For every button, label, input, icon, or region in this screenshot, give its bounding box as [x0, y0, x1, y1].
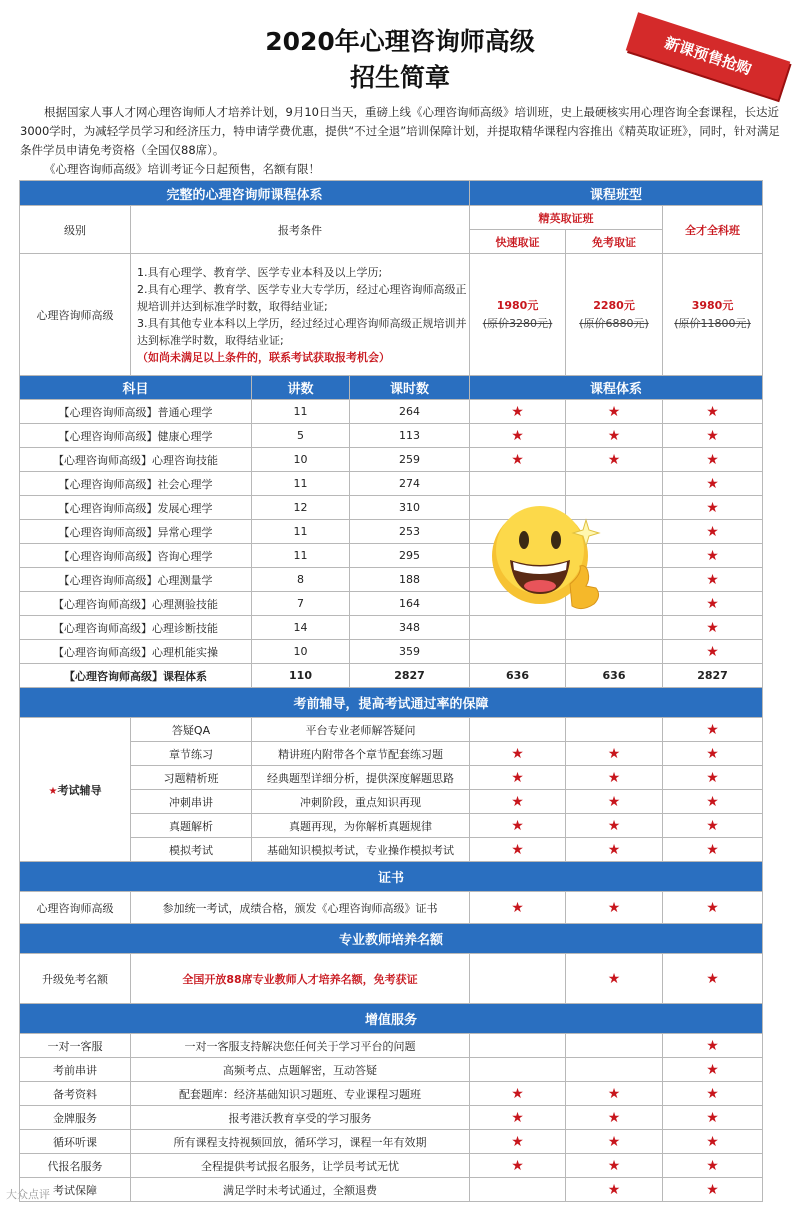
condition-note: （如尚未满足以上条件的，联系考试获取报考机会）: [137, 350, 390, 364]
star-cell: [470, 448, 566, 472]
exam-item: 答疑QA: [131, 718, 252, 742]
exam-label-cell: [20, 718, 131, 862]
exam-label: 考试辅导: [57, 783, 102, 797]
full-class-header: 全才全科班: [663, 206, 763, 254]
fast-class-header: 快速取证: [470, 230, 566, 254]
star-icon: ★: [511, 793, 524, 810]
star-icon: ★: [706, 970, 719, 987]
exam-desc: 真题再现，为你解析真题规律: [252, 814, 470, 838]
course-name: 【心理咨询师高级】发展心理学: [20, 496, 252, 520]
star-icon: ★: [706, 1157, 719, 1174]
lectures-header: 讲数: [252, 376, 350, 400]
star-cell: [470, 790, 566, 814]
star-cell: [566, 790, 663, 814]
star-cell: [566, 1154, 663, 1178]
star-cell: [470, 1106, 566, 1130]
section-header: 专业教师培养名额: [20, 924, 763, 954]
star-icon: ★: [511, 745, 524, 762]
star-cell: [663, 592, 763, 616]
star-cell: [470, 1178, 566, 1202]
star-cell: [663, 766, 763, 790]
star-cell: [663, 790, 763, 814]
star-cell: [566, 814, 663, 838]
exam-desc: 基础知识模拟考试，专业操作模拟考试: [252, 838, 470, 862]
star-cell: [470, 718, 566, 742]
star-cell: [566, 1130, 663, 1154]
total-hours: 2827: [350, 664, 470, 688]
star-icon: ★: [607, 1133, 621, 1150]
star-cell: [663, 892, 763, 924]
star-cell: [663, 742, 763, 766]
course-hours: 295: [350, 544, 470, 568]
exam-desc: 经典题型详细分析，提供深度解题思路: [252, 766, 470, 790]
condition-cell: [131, 254, 470, 376]
star-cell: [663, 544, 763, 568]
star-icon: ★: [706, 571, 719, 588]
star-cell: [566, 1058, 663, 1082]
star-cell: [663, 1034, 763, 1058]
exam-desc: 平台专业老师解答疑问: [252, 718, 470, 742]
star-icon: ★: [511, 1133, 524, 1150]
course-name: 【心理咨询师高级】心理机能实操: [20, 640, 252, 664]
star-cell: [566, 448, 663, 472]
star-icon: ★: [511, 403, 524, 420]
course-name: 【心理咨询师高级】异常心理学: [20, 520, 252, 544]
star-icon: ★: [706, 745, 719, 762]
service-name: 考试保障: [20, 1178, 131, 1202]
course-name: 【心理咨询师高级】心理测验技能: [20, 592, 252, 616]
service-name: 代报名服务: [20, 1154, 131, 1178]
star-icon: ★: [511, 1085, 524, 1102]
star-icon: ★: [706, 475, 719, 492]
service-desc: 一对一客服支持解决您任何关于学习平台的问题: [131, 1034, 470, 1058]
star-icon: ★: [706, 817, 719, 834]
original-price: (原价6880元): [579, 316, 649, 330]
star-icon: ★: [607, 793, 621, 810]
star-cell: [663, 954, 763, 1004]
star-icon: ★: [607, 899, 621, 916]
star-cell: [470, 1058, 566, 1082]
star-cell: [663, 1058, 763, 1082]
exam-desc: 精讲班内附带各个章节配套练习题: [252, 742, 470, 766]
star-icon: ★: [706, 899, 719, 916]
original-price: (原价11800元): [674, 316, 751, 330]
free-class-header: 免考取证: [566, 230, 663, 254]
star-icon: ★: [706, 841, 719, 858]
course-lectures: 8: [252, 568, 350, 592]
service-name: 循环听课: [20, 1130, 131, 1154]
star-cell: [470, 616, 566, 640]
course-table: [19, 180, 763, 1202]
star-cell: [470, 1034, 566, 1058]
course-lectures: 10: [252, 448, 350, 472]
course-lectures: 14: [252, 616, 350, 640]
subject-header: 科目: [20, 376, 252, 400]
star-cell: [566, 892, 663, 924]
price: 1980元: [496, 298, 539, 312]
service-name: 一对一客服: [20, 1034, 131, 1058]
exam-item: 章节练习: [131, 742, 252, 766]
elite-class-header: 精英取证班: [470, 206, 663, 230]
star-icon: ★: [706, 547, 719, 564]
star-cell: [566, 718, 663, 742]
star-icon: ★: [706, 793, 719, 810]
star-cell: [663, 520, 763, 544]
star-cell: [566, 1082, 663, 1106]
price-cell: [566, 254, 663, 376]
original-price: (原价3280元): [482, 316, 553, 330]
watermark: 大众点评: [6, 1188, 50, 1201]
star-cell: [470, 814, 566, 838]
star-cell: [566, 766, 663, 790]
star-icon: ★: [607, 1109, 621, 1126]
level-cell: 心理咨询师高级: [20, 254, 131, 376]
intro-text: [20, 103, 780, 179]
star-cell: [470, 1130, 566, 1154]
star-cell: [470, 400, 566, 424]
service-desc: 全程提供考试报名服务，让学员考试无忧: [131, 1154, 470, 1178]
star-icon: ★: [607, 841, 621, 858]
course-lectures: 12: [252, 496, 350, 520]
course-hours: 359: [350, 640, 470, 664]
star-icon: ★: [607, 817, 621, 834]
star-cell: [566, 424, 663, 448]
star-icon: ★: [48, 785, 58, 797]
star-cell: [470, 892, 566, 924]
total-full: 2827: [663, 664, 763, 688]
course-name: 【心理咨询师高级】心理诊断技能: [20, 616, 252, 640]
level-header: 级别: [20, 206, 131, 254]
course-hours: 348: [350, 616, 470, 640]
exam-item: 真题解析: [131, 814, 252, 838]
star-icon: ★: [607, 1157, 621, 1174]
star-icon: ★: [511, 427, 524, 444]
star-cell: [566, 400, 663, 424]
star-cell: [470, 742, 566, 766]
service-desc: 高频考点、点题解密，互动答疑: [131, 1058, 470, 1082]
exam-item: 习题精析班: [131, 766, 252, 790]
service-name: 金牌服务: [20, 1106, 131, 1130]
course-name: 【心理咨询师高级】社会心理学: [20, 472, 252, 496]
star-icon: ★: [706, 499, 719, 516]
intro-paragraph: 根据国家人事人才网心理咨询师人才培养计划，9月10日当天，重磅上线《心理咨询师高级》培训班，史上最硬核实用心理咨询全套课程，长达近3000学时，为减轻学员学习和经济压力，特申请学费优惠，提供“不过全退”培训保障计划，并提取精华课程内容推出《精英取证班》，同时，针对满足条件学员申请免考资格（全国仅88席）。: [20, 105, 780, 157]
course-name: 【心理咨询师高级】普通心理学: [20, 400, 252, 424]
course-name: 【心理咨询师高级】心理咨询技能: [20, 448, 252, 472]
course-lectures: 11: [252, 472, 350, 496]
star-cell: [470, 1082, 566, 1106]
star-icon: ★: [511, 841, 524, 858]
star-icon: ★: [706, 523, 719, 540]
star-icon: ★: [706, 403, 719, 420]
star-icon: ★: [706, 1109, 719, 1126]
cert-desc: 参加统一考试，成绩合格，颁发《心理咨询师高级》证书: [131, 892, 470, 924]
price-cell: [470, 254, 566, 376]
star-cell: [663, 1130, 763, 1154]
course-lectures: 11: [252, 520, 350, 544]
star-icon: ★: [706, 1181, 719, 1198]
course-lectures: 11: [252, 400, 350, 424]
star-icon: ★: [511, 1109, 524, 1126]
course-lectures: 10: [252, 640, 350, 664]
service-desc: 配套题库：经济基础知识习题班、专业课程习题班: [131, 1082, 470, 1106]
section-header: 完整的心理咨询师课程体系: [20, 181, 470, 206]
star-cell: [470, 838, 566, 862]
star-icon: ★: [511, 769, 524, 786]
star-icon: ★: [607, 970, 621, 987]
star-icon: ★: [607, 745, 621, 762]
service-name: 备考资料: [20, 1082, 131, 1106]
star-icon: ★: [706, 451, 719, 468]
star-icon: ★: [706, 769, 719, 786]
total-fast: 636: [470, 664, 566, 688]
service-desc: 所有课程支持视频回放，循环学习，课程一年有效期: [131, 1130, 470, 1154]
service-name: 考前串讲: [20, 1058, 131, 1082]
star-cell: [663, 616, 763, 640]
star-cell: [663, 718, 763, 742]
star-cell: [470, 640, 566, 664]
star-cell: [566, 1178, 663, 1202]
presale-badge: 新课预售抢购: [626, 12, 791, 99]
total-name: 【心理咨询师高级】课程体系: [20, 664, 252, 688]
course-hours: 274: [350, 472, 470, 496]
service-desc: 报考港沃教育享受的学习服务: [131, 1106, 470, 1130]
section-header: 考前辅导，提高考试通过率的保障: [20, 688, 763, 718]
course-name: 【心理咨询师高级】咨询心理学: [20, 544, 252, 568]
course-hours: 113: [350, 424, 470, 448]
intro-paragraph: 《心理咨询师高级》培训考证今日起预售，名额有限！: [44, 162, 320, 176]
star-cell: [566, 1106, 663, 1130]
course-hours: 264: [350, 400, 470, 424]
condition-item: 2.具有心理学、教育学、医学专业大专学历，经过心理咨询师高级正规培训并达到标准学时数，取得结业证;: [137, 282, 467, 313]
star-cell: [470, 472, 566, 496]
star-cell: [663, 448, 763, 472]
condition-item: 1.具有心理学、教育学、医学专业本科及以上学历;: [137, 265, 383, 279]
price: 3980元: [691, 298, 734, 312]
teacher-quota: 升级免考名额: [20, 954, 131, 1004]
star-icon: ★: [511, 817, 524, 834]
star-icon: ★: [607, 769, 621, 786]
page-subtitle: 招生简章: [349, 63, 450, 92]
star-icon: ★: [607, 1181, 621, 1198]
service-desc: 满足学时未考试通过，全额退费: [131, 1178, 470, 1202]
exam-desc: 冲刺阶段，重点知识再现: [252, 790, 470, 814]
star-cell: [663, 1106, 763, 1130]
star-cell: [663, 838, 763, 862]
star-icon: ★: [511, 899, 524, 916]
star-cell: [663, 1082, 763, 1106]
star-cell: [663, 424, 763, 448]
exam-item: 模拟考试: [131, 838, 252, 862]
star-icon: ★: [706, 619, 719, 636]
star-cell: [566, 838, 663, 862]
star-cell: [663, 400, 763, 424]
course-hours: 188: [350, 568, 470, 592]
course-lectures: 7: [252, 592, 350, 616]
price: 2280元: [593, 298, 635, 312]
total-free: 636: [566, 664, 663, 688]
star-cell: [470, 424, 566, 448]
star-icon: ★: [607, 403, 621, 420]
star-cell: [566, 954, 663, 1004]
total-lectures: 110: [252, 664, 350, 688]
cert-level: 心理咨询师高级: [20, 892, 131, 924]
section-header: 增值服务: [20, 1004, 763, 1034]
star-cell: [470, 954, 566, 1004]
price-cell: [663, 254, 763, 376]
star-icon: ★: [706, 595, 719, 612]
condition-item: 3.具有其他专业本科以上学历，经过经过心理咨询师高级正规培训并达到标准学时数，取得结业证;: [137, 316, 467, 347]
star-cell: [566, 742, 663, 766]
star-cell: [663, 814, 763, 838]
course-name: 【心理咨询师高级】健康心理学: [20, 424, 252, 448]
star-icon: ★: [607, 451, 621, 468]
star-cell: [566, 640, 663, 664]
section-header: 证书: [20, 862, 763, 892]
star-icon: ★: [607, 427, 621, 444]
star-icon: ★: [706, 643, 719, 660]
course-lectures: 11: [252, 544, 350, 568]
star-icon: ★: [706, 1133, 719, 1150]
course-hours: 164: [350, 592, 470, 616]
star-cell: [663, 472, 763, 496]
teacher-desc: 全国开放88席专业教师人才培养名额，免考获证: [131, 954, 470, 1004]
star-icon: ★: [511, 451, 524, 468]
star-cell: [663, 1178, 763, 1202]
grinning-thumbs-up-emoji: [486, 500, 604, 618]
star-icon: ★: [511, 1157, 524, 1174]
star-icon: ★: [706, 1061, 719, 1078]
star-cell: [566, 616, 663, 640]
star-cell: [566, 472, 663, 496]
course-hours: 259: [350, 448, 470, 472]
star-cell: [470, 1154, 566, 1178]
course-name: 【心理咨询师高级】心理测量学: [20, 568, 252, 592]
star-icon: ★: [706, 721, 719, 738]
system-header: 课程体系: [470, 376, 763, 400]
page-title: 2020年心理咨询师高级: [265, 27, 535, 56]
star-cell: [663, 496, 763, 520]
condition-header: 报考条件: [131, 206, 470, 254]
course-hours: 253: [350, 520, 470, 544]
star-cell: [663, 568, 763, 592]
star-icon: ★: [706, 1085, 719, 1102]
hours-header: 课时数: [350, 376, 470, 400]
star-cell: [663, 640, 763, 664]
course-hours: 310: [350, 496, 470, 520]
exam-item: 冲刺串讲: [131, 790, 252, 814]
star-icon: ★: [706, 427, 719, 444]
star-cell: [470, 766, 566, 790]
star-icon: ★: [607, 1085, 621, 1102]
star-cell: [566, 1034, 663, 1058]
section-header: 课程班型: [470, 181, 763, 206]
star-cell: [663, 1154, 763, 1178]
course-lectures: 5: [252, 424, 350, 448]
star-icon: ★: [706, 1037, 719, 1054]
